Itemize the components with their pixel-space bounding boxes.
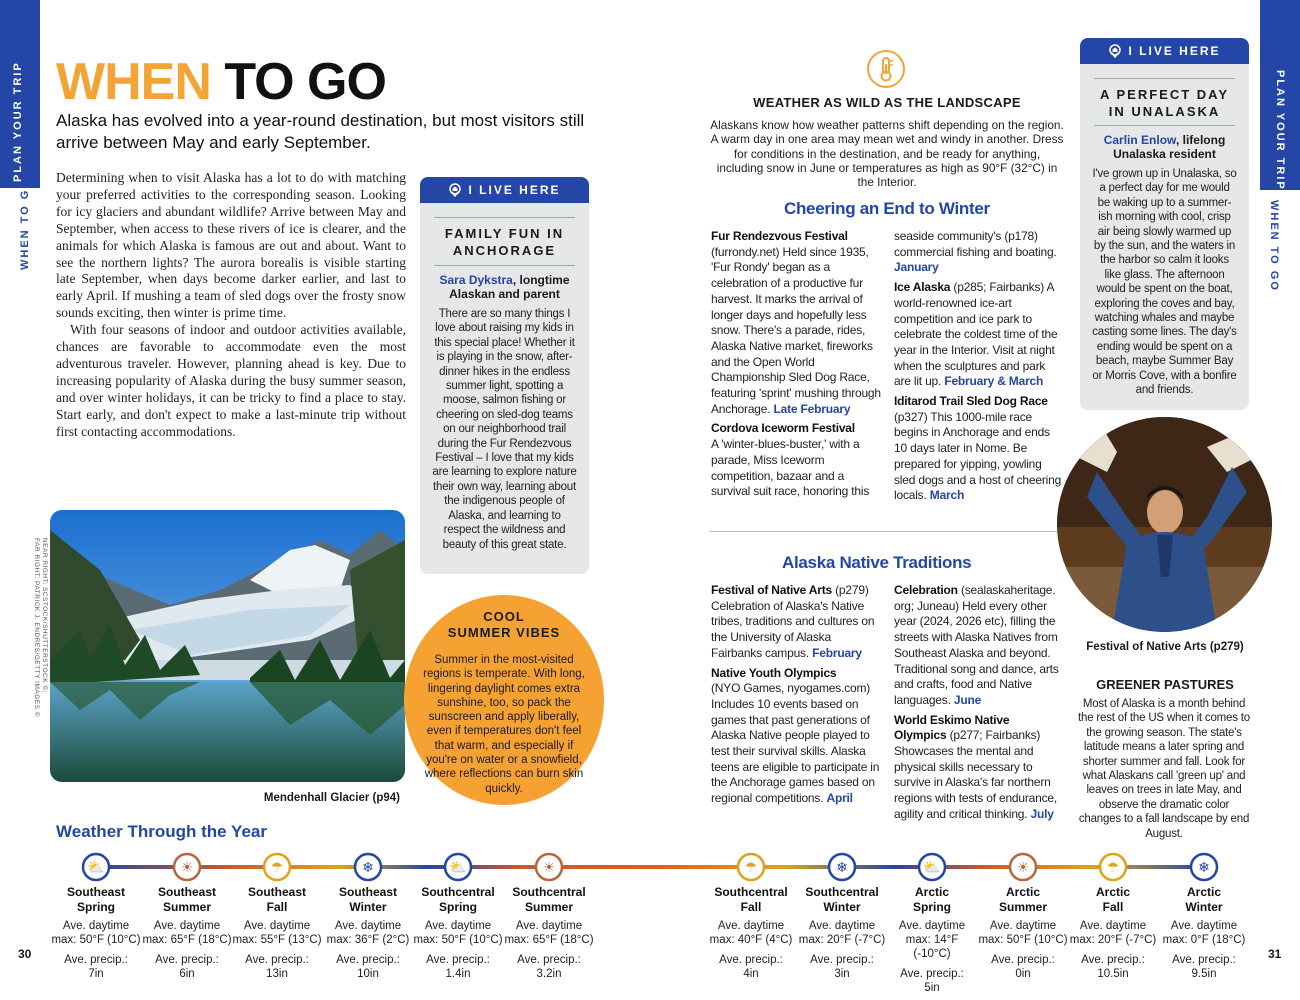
- station-temp: [141, 919, 233, 947]
- author-role-2: Alaskan and parent: [449, 287, 560, 301]
- weather-station: [705, 885, 797, 981]
- station-season: Winter: [1185, 900, 1223, 914]
- weather-box-text: Alaskans know how weather patterns shift depending on the region. A warm day in one area may mean wet and windy in another. Dress for conditions in the destination, and be ready for anything, including snow in June or temperatures as high as 90°F (32°C) in the Interior.: [710, 118, 1064, 190]
- station-region-season: [1158, 885, 1250, 915]
- station-precip: [412, 953, 504, 981]
- sun-cloud-icon-glyph: ⛅: [449, 860, 467, 876]
- precip-label: Ave. precip.:: [336, 954, 400, 966]
- station-region: Southeast: [247, 885, 306, 899]
- event-name: Celebration: [894, 583, 958, 597]
- event-name: Iditarod Trail Sled Dog Race: [894, 394, 1048, 409]
- precip-label: Ave. precip.:: [900, 968, 964, 980]
- event-name: Fur Rendezvous Festival: [711, 229, 848, 243]
- station-precip: [1158, 953, 1250, 981]
- event-text: seaside community's (p178) commercial fishing and boating.: [894, 229, 1057, 259]
- snowflake-icon-glyph: ❄: [836, 860, 848, 876]
- body-paragraph: Determining when to visit Alaska has a lot to do with matching your preferred activities to the corresponding season. Looking for icy glaciers and abundant wildlife? Arrive between May and September, when access to these rivers of ice is clearer, and the animals for which Alaska is famous are out and about. Want to see the northern lights? The aurora borealis is visible starting late September, when days become darker earlier, and last to early April. If mushing a team of sled dogs over the frosty snow sounds exciting, then winter is prime time.: [56, 170, 406, 321]
- station-region: Southcentral: [512, 885, 586, 899]
- station-temp: [1067, 919, 1159, 947]
- sun-cloud-icon-glyph: ⛅: [87, 860, 105, 876]
- author-role-2: Unalaska resident: [1113, 147, 1216, 161]
- station-season: Spring: [913, 900, 951, 914]
- station-temp: [50, 919, 142, 947]
- author-name: Sara Dykstra: [439, 273, 513, 287]
- station-region-season: [886, 885, 978, 915]
- precip-label: Ave. precip.:: [719, 954, 783, 966]
- event-text: (p285; Fairbanks) A world-renowned ice-art competition and ice park to celebrate the coldest time of the year in the Interior. Visit at night when the sculptures and park are lit up.: [894, 280, 1058, 389]
- event-month: January: [894, 260, 939, 275]
- temp-value: max: 36°F (2°C): [326, 934, 410, 946]
- station-temp: [705, 919, 797, 947]
- station-season: Summer: [162, 900, 212, 914]
- station-temp: [796, 919, 888, 947]
- station-region-season: [231, 885, 323, 915]
- snowflake-icon-glyph: ❄: [1198, 860, 1210, 876]
- temp-value: max: 0°F (18°C): [1162, 934, 1246, 946]
- station-season: Spring: [439, 900, 477, 914]
- event-month: February & March: [944, 374, 1044, 389]
- event-text: (p277; Fairbanks) Showcases the mental and physical skills necessary to survive in Alaska's far northern regions with tests of endurance, agility and critical thinking.: [894, 728, 1058, 821]
- event-name: Ice Alaska: [894, 280, 951, 295]
- temp-value: max: 20°F (-7°C): [798, 934, 886, 946]
- station-precip: [1067, 953, 1159, 981]
- temp-value: max: 50°F (10°C): [413, 934, 503, 946]
- temp-label: Ave. daytime: [808, 920, 876, 932]
- precip-value: 3in: [834, 968, 850, 980]
- precip-value: 6in: [179, 968, 195, 980]
- rain-cloud-icon-glyph: ☂: [270, 860, 284, 876]
- photo-caption-glacier: Mendenhall Glacier (p94): [263, 792, 400, 804]
- timeline-bar: [96, 865, 1204, 869]
- rain-cloud-icon-glyph: ☂: [744, 860, 758, 876]
- title-word-to-go: TO GO: [224, 53, 386, 111]
- precip-value: 4in: [743, 968, 759, 980]
- precip-label: Ave. precip.:: [1081, 954, 1145, 966]
- page-number-left: 30: [18, 947, 32, 961]
- station-season: Winter: [349, 900, 387, 914]
- weather-station: [503, 885, 595, 981]
- event-month: Late February: [773, 401, 851, 416]
- precip-label: Ave. precip.:: [155, 954, 219, 966]
- temp-label: Ave. daytime: [717, 920, 785, 932]
- temp-label: Ave. daytime: [515, 920, 583, 932]
- station-precip: [705, 953, 797, 981]
- station-precip: [977, 953, 1069, 981]
- weather-station: [796, 885, 888, 981]
- precip-label: Ave. precip.:: [517, 954, 581, 966]
- precip-value: 3.2in: [536, 968, 562, 980]
- event-month: February: [812, 645, 862, 660]
- sun-cloud-icon-glyph: ⛅: [923, 860, 941, 876]
- temp-value: max: 50°F (10°C): [51, 934, 141, 946]
- station-region-season: [141, 885, 233, 915]
- temp-label: Ave. daytime: [153, 920, 221, 932]
- event-text: (sealaskaheritage. org; Juneau) Held every other year (2024, 2026 etc), filling the streets with Alaska Natives from Southeast Alaska and beyond. Traditional song and dance, arts and crafts, food and Native languages.: [894, 583, 1059, 707]
- station-precip: [50, 953, 142, 981]
- live-here-label: I LIVE HERE: [468, 183, 561, 197]
- credit-line: NEAR RIGHT: SCSTOCK/SHUTTERSTOCK ©;: [41, 538, 48, 693]
- event-name: World Eskimo Native Olympics: [894, 712, 1010, 743]
- station-temp: [977, 919, 1069, 947]
- right-section-label: WHEN TO GO: [1268, 200, 1280, 292]
- section-heading-native-traditions: Alaska Native Traditions: [782, 553, 972, 572]
- live-here-text: There are so many things I love about raising my kids in this special place! Whether it is playing in the snow, after-dinner hikes in the endless summer light, spotting a moose, salmon fishing or cheering on sled-dog teams on our neighborhood trail during the Fur Rendezvous Festival – I love that my kids are learning to explore nature their own way, learning about the indigenous people of Alaska, and learning to respect the wildness and beauty of this great state.: [432, 308, 577, 551]
- station-region: Arctic: [914, 885, 949, 899]
- temp-value: max: 65°F (18°C): [504, 934, 594, 946]
- station-season: Spring: [77, 900, 115, 914]
- event-name: Native Youth Olympics: [711, 665, 837, 680]
- sun-icon-glyph: ☀: [180, 860, 194, 876]
- station-precip: [796, 953, 888, 981]
- station-season: Summer: [524, 900, 574, 914]
- station-precip: [231, 953, 323, 981]
- greener-pastures-text: Most of Alaska is a month behind the rest of the US when it comes to the growing season. The state's latitude means a later spring and shorter summer and fall. Look for what Alaskans call 'green up' and leaves on trees in late May, and observe the dramatic color changes to a fall landscape by end August.: [1078, 698, 1250, 840]
- precip-label: Ave. precip.:: [1172, 954, 1236, 966]
- event-name: Cordova Iceworm Festival: [711, 421, 855, 436]
- live-here-title: A PERFECT DAY IN UNALASKA: [1099, 87, 1230, 119]
- station-temp: [503, 919, 595, 947]
- section-heading-cheering: Cheering an End to Winter: [784, 199, 990, 218]
- station-region: Southcentral: [421, 885, 495, 899]
- event-month: March: [929, 488, 965, 503]
- station-region-season: [322, 885, 414, 915]
- event-name: Festival of Native Arts: [711, 583, 832, 597]
- precip-value: 1.4in: [445, 968, 471, 980]
- page-number-right: 31: [1268, 947, 1282, 961]
- station-region: Southcentral: [805, 885, 879, 899]
- station-season: Fall: [740, 900, 762, 914]
- station-season: Fall: [266, 900, 288, 914]
- station-temp: [322, 919, 414, 947]
- credit-line: FAR RIGHT: PATRICK J. ENDRES/GETTY IMAGES ©: [33, 538, 40, 718]
- weather-station: [322, 885, 414, 981]
- precip-label: Ave. precip.:: [991, 954, 1055, 966]
- author-role: , lifelong: [1175, 133, 1226, 147]
- temp-value: max: 65°F (18°C): [142, 934, 232, 946]
- station-region-season: [977, 885, 1069, 915]
- temp-value: max: 50°F (10°C): [978, 934, 1068, 946]
- temp-label: Ave. daytime: [243, 920, 311, 932]
- temp-label: Ave. daytime: [989, 920, 1057, 932]
- precip-label: Ave. precip.:: [245, 954, 309, 966]
- weather-station: [1158, 885, 1250, 981]
- station-precip: [141, 953, 233, 981]
- sun-icon-glyph: ☀: [1016, 860, 1030, 876]
- temp-value: max: 20°F (-7°C): [1069, 934, 1157, 946]
- snowflake-icon-glyph: ❄: [362, 860, 374, 876]
- weather-box-title: WEATHER AS WILD AS THE LANDSCAPE: [753, 95, 1021, 110]
- event-text: (NYO Games, nyogames.com) Includes 10 events based on games that past generations of Alaska Native people played to test their survival skills. Alaska teens are eligible to participate in the Anchorage games based on regional competitions.: [711, 681, 880, 806]
- temp-label: Ave. daytime: [898, 920, 966, 932]
- event-text: (p279) Celebration of Alaska's Native tribes, traditions and cultures on the University of Alaska Fairbanks campus.: [711, 583, 875, 660]
- event-month: June: [953, 692, 982, 707]
- event-text: (p327) This 1000-mile race begins in Anchorage and ends 10 days later in Nome. Be prepared for yipping, yowling sled dogs and a host of cheering locals.: [894, 409, 1062, 503]
- station-region-season: [796, 885, 888, 915]
- weather-station: [886, 885, 978, 995]
- station-temp: [886, 919, 978, 961]
- station-precip: [322, 953, 414, 981]
- temp-label: Ave. daytime: [424, 920, 492, 932]
- author-role: , longtime: [512, 273, 570, 287]
- left-tab-label: PLAN YOUR TRIP: [12, 61, 24, 182]
- precip-value: 13in: [266, 968, 288, 980]
- body-paragraph: With four seasons of indoor and outdoor activities available, chances are favorable to accommodate even the most adventurous traveler. However, planning ahead is key. Due to increasing popularity of Alaska during the busy summer season, and over winter holidays, it can be tricky to find a place to stay. Start early, and don't expect to make a last-minute trip without first contacting accommodations.: [56, 322, 406, 439]
- temp-label: Ave. daytime: [334, 920, 402, 932]
- station-region-season: [412, 885, 504, 915]
- station-temp: [231, 919, 323, 947]
- precip-value: 0in: [1015, 968, 1031, 980]
- precip-value: 7in: [88, 968, 104, 980]
- greener-pastures-title: GREENER PASTURES: [1096, 677, 1234, 692]
- precip-value: 10.5in: [1097, 968, 1129, 980]
- title-word-when: WHEN: [56, 53, 211, 111]
- weather-station: [231, 885, 323, 981]
- weather-station: [1067, 885, 1159, 981]
- weather-station: [141, 885, 233, 981]
- station-season: Fall: [1102, 900, 1124, 914]
- live-here-label: I LIVE HERE: [1128, 44, 1221, 58]
- station-season: Summer: [998, 900, 1048, 914]
- author-name: Carlin Enlow: [1103, 133, 1176, 147]
- live-here-text: I've grown up in Unalaska, so a perfect day for me would be waking up to a summer-ish morning with cool, crisp air being slowly warmed up by the sun, and the waters in the harbor so calm it looks like glass. The afternoon would be spent on the boat, exploring the coves and bay, watching whales and maybe casting some lines. The day's ending would be spent on a beach, maybe Summer Bay or Morris Cove, with a bonfire and friends.: [1092, 168, 1237, 397]
- weather-station: [412, 885, 504, 981]
- station-region: Southeast: [157, 885, 216, 899]
- weather-through-year-heading: Weather Through the Year: [56, 822, 267, 841]
- station-precip: [503, 953, 595, 981]
- precip-label: Ave. precip.:: [810, 954, 874, 966]
- temp-label: Ave. daytime: [62, 920, 130, 932]
- weather-station: [977, 885, 1069, 981]
- station-temp: [1158, 919, 1250, 947]
- callout-title-line2: SUMMER VIBES: [447, 625, 561, 640]
- station-region-season: [1067, 885, 1159, 915]
- station-region: Arctic: [1005, 885, 1040, 899]
- precip-value: 9.5in: [1191, 968, 1217, 980]
- station-season: Winter: [823, 900, 861, 914]
- precip-label: Ave. precip.:: [426, 954, 490, 966]
- callout-title-line1: COOL: [483, 609, 525, 624]
- station-temp: [412, 919, 504, 947]
- temp-value: max: 55°F (13°C): [232, 934, 322, 946]
- right-tab-label: PLAN YOUR TRIP: [1274, 70, 1286, 191]
- temp-label: Ave. daytime: [1079, 920, 1147, 932]
- intro-text: Alaska has evolved into a year-round destination, but most visitors still arrive between May and early September.: [56, 111, 585, 152]
- station-region-season: [705, 885, 797, 915]
- station-region-season: [503, 885, 595, 915]
- station-region: Southeast: [66, 885, 125, 899]
- station-region: Southcentral: [714, 885, 788, 899]
- precip-value: 5in: [924, 982, 940, 994]
- precip-label: Ave. precip.:: [64, 954, 128, 966]
- event-month: July: [1030, 806, 1054, 821]
- photo-caption-native-arts: Festival of Native Arts (p279): [1086, 641, 1244, 653]
- event-text: A 'winter-blues-buster,' with a parade, Miss Iceworm competition, bazaar and a survival suit race, honoring this: [711, 437, 870, 499]
- temp-label: Ave. daytime: [1170, 920, 1238, 932]
- precip-value: 10in: [357, 968, 379, 980]
- callout-text: Summer in the most-visited regions is temperate. With long, lingering daylight comes extra sunshine, too, so pack the sunscreen and apply liberally, even if temperatures don't feel that warm, and especially if you're on water or a snowfield, where reflections can burn skin quickly.: [423, 654, 585, 795]
- temp-value: max: 40°F (4°C): [709, 934, 793, 946]
- event-text: (furrondy.net) Held since 1935, 'Fur Rondy' began as a celebration of a productive fur harvest. It marks the arrival of longer days and hopefully less snow. There's a parade, rides, Alaska Native market, fireworks and the Open World Championship Sled Dog Race, featuring 'sprint' mushing through Anchorage.: [711, 244, 881, 416]
- live-here-title: FAMILY FUN IN ANCHORAGE: [444, 226, 565, 258]
- station-region: Arctic: [1095, 885, 1130, 899]
- temp-value: max: 14°F (-10°C): [905, 934, 959, 960]
- weather-station: [50, 885, 142, 981]
- station-region-season: [50, 885, 142, 915]
- station-region: Arctic: [1186, 885, 1221, 899]
- station-precip: [886, 967, 978, 995]
- station-region: Southeast: [338, 885, 397, 899]
- event-month: April: [826, 791, 853, 806]
- sun-icon-glyph: ☀: [542, 860, 556, 876]
- rain-cloud-icon-glyph: ☂: [1106, 860, 1120, 876]
- left-section-label: WHEN TO GO: [19, 178, 31, 270]
